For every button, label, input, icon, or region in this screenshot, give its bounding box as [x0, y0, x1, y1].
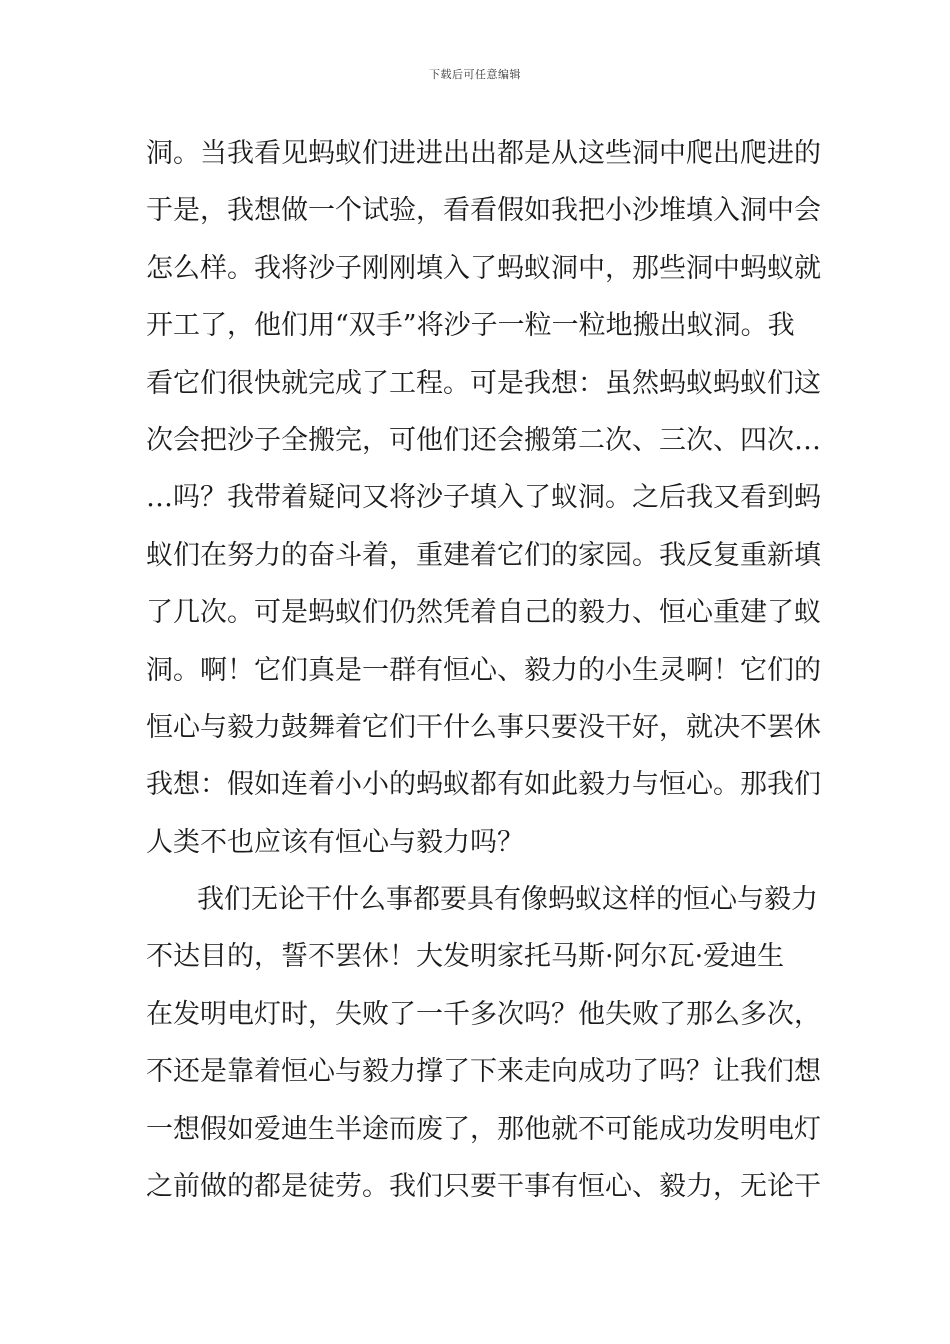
- text-line: 之前做的都是徒劳。我们只要干事有恒心、毅力，无论干: [146, 1171, 821, 1203]
- document-body: [146, 130, 826, 1220]
- text-line: 蚁们在努力的奋斗着，重建着它们的家园。我反复重新填: [146, 539, 821, 571]
- text-line: 洞。当我看见蚂蚁们进进出出都是从这些洞中爬出爬进的: [146, 138, 821, 169]
- text-line: …吗？我带着疑问又将沙子填入了蚁洞。之后我又看到蚂: [146, 482, 821, 514]
- text-line: 人类不也应该有恒心与毅力吗？: [146, 826, 524, 858]
- text-line: 看它们很快就完成了工程。可是我想：虽然蚂蚁蚂蚁们这: [146, 367, 821, 399]
- text-line: 我想：假如连着小小的蚂蚁都有如此毅力与恒心。那我们: [146, 769, 821, 801]
- text-line: 怎么样。我将沙子刚刚填入了蚂蚁洞中，那些洞中蚂蚁就: [146, 252, 821, 284]
- text-line: 次会把沙子全搬完，可他们还会搬第二次、三次、四次…: [146, 424, 821, 456]
- text-line: 洞。啊！它们真是一群有恒心、毅力的小生灵啊！它们的: [146, 654, 821, 686]
- paragraph-first-line: 我们无论干什么事都要具有像蚂蚁这样的恒心与毅力: [197, 884, 818, 916]
- page-header: 下载后可任意编辑: [429, 68, 521, 81]
- text-line: 开工了，他们用“双手”将沙子一粒一粒地搬出蚁洞。我: [146, 310, 795, 342]
- text-line: 恒心与毅力鼓舞着它们干什么事只要没干好，就决不罢休: [146, 711, 821, 743]
- text-line: 于是，我想做一个试验，看看假如我把小沙堆填入洞中会: [146, 195, 821, 227]
- text-line: 不达目的，誓不罢休！大发明家托马斯·阿尔瓦·爱迪生: [146, 941, 785, 973]
- text-line: 一想假如爱迪生半途而废了，那他就不可能成功发明电灯: [146, 1113, 821, 1145]
- text-line: 在发明电灯时，失败了一千多次吗？他失败了那么多次，: [146, 998, 821, 1030]
- text-line: 不还是靠着恒心与毅力撑了下来走向成功了吗？让我们想: [146, 1056, 821, 1088]
- text-line: 了几次。可是蚂蚁们仍然凭着自己的毅力、恒心重建了蚁: [146, 597, 821, 629]
